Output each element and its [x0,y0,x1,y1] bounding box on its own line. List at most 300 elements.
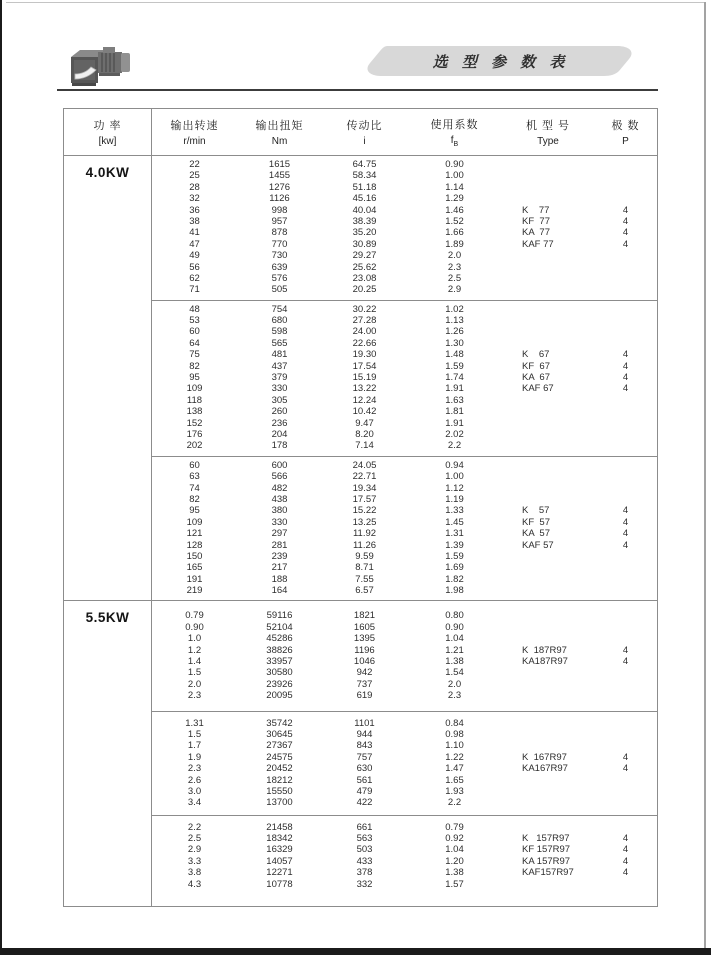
power-label: 5.5KW [85,610,130,626]
cell-speed: 74 [189,482,200,494]
cell-ratio: 378 [356,867,373,879]
power-cell [64,601,152,906]
cell-factor: 1.22 [445,751,464,763]
table-row [152,797,657,808]
cell-type: KA 157R97 [522,855,571,867]
cell-torque: 730 [271,250,288,262]
cell-ratio: 45.16 [352,193,377,205]
cell-ratio: 17.54 [352,360,377,372]
table-row [152,740,657,751]
cell-factor: 1.31 [445,528,464,540]
cell-ratio: 9.59 [355,550,374,562]
cell-torque: 1126 [269,193,290,205]
table-row [152,418,657,429]
cell-ratio: 38.39 [352,215,377,227]
selection-table-body [64,156,657,906]
cell-factor: 1.48 [445,349,464,361]
cell-factor: 1.13 [445,315,464,327]
cell-speed: 36 [189,204,200,216]
header-speed-unit: r/min [183,136,206,147]
cell-speed: 38 [189,215,200,227]
cell-speed: 0.79 [185,610,204,622]
cell-factor: 1.57 [445,878,464,890]
cell-speed: 0.90 [185,621,204,633]
cell-torque: 24575 [266,751,293,763]
table-row [152,250,657,261]
cell-speed: 49 [189,250,200,262]
cell-torque: 380 [271,505,288,517]
cell-speed: 1.4 [187,656,202,668]
cell-type: KAF 67 [522,383,554,395]
cell-torque: 52104 [266,621,293,633]
cell-ratio: 1605 [353,621,376,633]
cell-torque: 23926 [266,678,293,690]
cell-ratio: 661 [356,821,373,833]
cell-type: K 57 [522,505,550,517]
table-row [152,551,657,562]
scan-edge-top [6,2,705,3]
cell-torque: 438 [271,493,288,505]
cell-ratio: 10.42 [352,406,377,418]
cell-torque: 330 [271,516,288,528]
cell-torque: 566 [271,471,288,483]
cell-ratio: 40.04 [352,204,377,216]
table-row [152,622,657,633]
cell-torque: 239 [271,550,288,562]
cell-speed: 82 [189,493,200,505]
cell-speed: 63 [189,471,200,483]
cell-factor: 2.2 [447,440,462,452]
cell-type: KF 57 [522,516,550,528]
cell-ratio: 51.18 [352,181,377,193]
header-poles [594,109,657,155]
cell-factor: 1.26 [445,326,464,338]
header-power-name: 功 率 [93,120,122,132]
cell-torque: 680 [271,315,288,327]
cell-factor: 1.19 [445,493,464,505]
cell-speed: 47 [189,238,200,250]
factor-symbol-sub: B [453,141,459,148]
table-row [152,227,657,238]
cell-ratio: 843 [356,740,373,752]
table-row [152,284,657,295]
cell-torque: 878 [271,227,288,239]
cell-type: KF 157R97 [522,844,571,856]
cell-speed: 1.5 [187,728,202,740]
cell-factor: 2.02 [445,428,464,440]
cell-torque: 437 [271,360,288,372]
row-block [152,815,657,906]
cell-poles: 4 [622,855,629,867]
scan-edge-right [704,2,706,948]
table-row [152,879,657,890]
cell-ratio: 22.71 [352,471,377,483]
cell-torque: 330 [271,383,288,395]
cell-speed: 4.3 [187,878,202,890]
cell-torque: 305 [271,394,288,406]
cell-torque: 598 [271,326,288,338]
cell-factor: 1.69 [445,562,464,574]
cell-speed: 95 [189,505,200,517]
cell-ratio: 1395 [353,633,376,645]
table-row [152,315,657,326]
header-ratio-name: 传动比 [346,120,383,132]
cell-torque: 957 [271,215,288,227]
cell-ratio: 619 [356,690,373,702]
cell-ratio: 23.08 [352,272,377,284]
header-poles-unit: P [622,136,629,147]
cell-poles: 4 [622,833,629,845]
table-row [152,633,657,644]
cell-type: KF 67 [522,360,550,372]
cell-speed: 32 [189,193,200,205]
table-row [152,574,657,585]
header-power [64,109,152,155]
table-row [152,460,657,471]
cell-speed: 1.5 [187,667,202,679]
cell-ratio: 11.26 [352,539,377,551]
cell-factor: 1.91 [445,383,464,395]
table-row [152,193,657,204]
cell-torque: 20095 [266,690,293,702]
cell-speed: 1.2 [187,644,202,656]
cell-type: K 167R97 [522,751,567,763]
table-row [152,645,657,656]
cell-factor: 0.79 [445,821,464,833]
cell-speed: 48 [189,303,200,315]
factor-symbol: f [450,135,454,146]
cell-type: K 77 [522,204,550,216]
header-factor-name: 使用系数 [430,119,479,131]
cell-ratio: 757 [356,751,373,763]
cell-torque: 281 [271,539,288,551]
cell-torque: 1455 [268,170,291,182]
cell-factor: 1.00 [445,471,464,483]
cell-factor: 1.65 [445,774,464,786]
header-speed-name: 输出转速 [170,120,219,132]
cell-torque: 482 [271,482,288,494]
cell-factor: 2.2 [447,797,462,809]
cell-poles: 4 [622,528,629,540]
cell-factor: 1.82 [445,573,464,585]
table-row [152,406,657,417]
table-row [152,429,657,440]
cell-speed: 53 [189,315,200,327]
table-row [152,395,657,406]
cell-torque: 481 [271,349,288,361]
cell-poles: 4 [622,349,629,361]
table-row [152,239,657,250]
cell-factor: 2.9 [447,284,462,296]
cell-torque: 204 [271,428,288,440]
cell-factor: 0.90 [445,159,464,170]
cell-torque: 30580 [266,667,293,679]
header-poles-name: 极 数 [611,120,640,132]
table-row [152,372,657,383]
cell-factor: 2.0 [447,250,462,262]
cell-torque: 18212 [266,774,293,786]
cell-factor: 1.29 [445,193,464,205]
cell-speed: 2.3 [187,763,202,775]
cell-speed: 2.5 [187,833,202,845]
cell-torque: 12271 [266,867,293,879]
cell-ratio: 563 [356,833,373,845]
cell-speed: 118 [186,394,203,406]
cell-factor: 1.45 [445,516,464,528]
table-row [152,690,657,701]
header-power-unit: [kw] [98,136,117,147]
cell-speed: 2.3 [187,690,202,702]
cell-speed: 219 [186,585,203,597]
cell-ratio: 13.22 [352,383,377,395]
cell-torque: 178 [271,440,288,452]
cell-torque: 15550 [266,785,293,797]
table-row [152,833,657,844]
table-row [152,159,657,170]
cell-factor: 0.98 [445,728,464,740]
cell-ratio: 58.34 [352,170,377,182]
cell-type: K 187R97 [522,644,567,656]
cell-ratio: 8.20 [355,428,374,440]
cell-type: K 67 [522,349,550,361]
cell-type: K 157R97 [522,833,570,845]
cell-speed: 2.0 [187,678,202,690]
cell-torque: 1615 [268,159,291,170]
table-row [152,383,657,394]
header-factor [407,109,502,155]
cell-type: KA187R97 [522,656,568,668]
cell-ratio: 737 [356,678,373,690]
cell-torque: 297 [271,528,288,540]
table-row [152,182,657,193]
cell-factor: 1.59 [445,360,464,372]
cell-torque: 379 [271,372,288,384]
table-row [152,763,657,774]
cell-ratio: 8.71 [355,562,374,574]
cell-torque: 754 [271,303,288,315]
cell-torque: 16329 [266,844,293,856]
cell-factor: 1.59 [445,550,464,562]
cell-speed: 138 [186,406,203,418]
cell-ratio: 7.55 [355,573,374,585]
table-row [152,262,657,273]
cell-torque: 164 [271,585,288,597]
cell-torque: 770 [271,238,288,250]
cell-factor: 1.14 [445,181,464,193]
cell-speed: 64 [189,337,200,349]
cell-ratio: 25.62 [352,261,377,273]
scan-edge-bottom [0,948,711,955]
cell-factor: 1.39 [445,539,464,551]
cell-torque: 35742 [266,717,293,729]
table-row [152,483,657,494]
title-rule [57,89,658,91]
row-block [152,156,657,300]
gearmotor-photo [63,43,139,93]
cell-type: KA 77 [522,227,550,239]
cell-ratio: 503 [356,844,373,856]
cell-poles: 4 [622,215,629,227]
cell-speed: 71 [189,284,200,296]
cell-speed: 176 [186,428,203,440]
cell-speed: 165 [186,562,203,574]
cell-poles: 4 [622,763,629,775]
cell-poles: 4 [622,227,629,239]
cell-ratio: 19.30 [352,349,377,361]
cell-type: KAF 77 [522,238,554,250]
cell-ratio: 6.57 [355,585,374,597]
cell-poles: 4 [622,383,629,395]
table-row [152,338,657,349]
cell-factor: 1.47 [445,763,464,775]
cell-torque: 20452 [266,763,293,775]
cell-torque: 260 [271,406,288,418]
cell-ratio: 27.28 [352,315,377,327]
cell-factor: 0.94 [445,459,464,471]
cell-speed: 28 [189,181,200,193]
cell-speed: 150 [186,550,203,562]
cell-factor: 0.90 [445,621,464,633]
cell-torque: 14057 [266,855,293,867]
table-row [152,775,657,786]
cell-factor: 1.38 [445,867,464,879]
cell-speed: 1.7 [187,740,202,752]
header-ratio [322,109,407,155]
cell-speed: 1.31 [185,717,204,729]
cell-torque: 1276 [268,181,291,193]
cell-speed: 22 [189,159,200,170]
cell-ratio: 561 [356,774,373,786]
cell-speed: 109 [186,383,203,395]
cell-speed: 95 [189,372,200,384]
cell-torque: 59116 [266,610,293,622]
header-factor-unit [451,135,458,148]
cell-ratio: 944 [356,728,373,740]
cell-ratio: 13.25 [352,516,377,528]
cell-speed: 2.6 [187,774,202,786]
cell-factor: 1.30 [445,337,464,349]
cell-torque: 236 [271,417,288,429]
cell-speed: 3.4 [187,797,202,809]
cell-speed: 3.8 [187,867,202,879]
cell-ratio: 7.14 [355,440,374,452]
table-row [152,667,657,678]
cell-ratio: 1046 [353,656,376,668]
cell-type: KA 57 [522,528,550,540]
cell-torque: 10778 [266,878,293,890]
cell-ratio: 9.47 [355,417,374,429]
cell-factor: 1.81 [445,406,464,418]
cell-poles: 4 [622,360,629,372]
cell-torque: 188 [271,573,288,585]
cell-torque: 38826 [266,644,293,656]
cell-speed: 82 [189,360,200,372]
cell-ratio: 422 [356,797,373,809]
cell-factor: 0.92 [445,833,464,845]
cell-ratio: 1101 [354,717,375,729]
cell-factor: 1.93 [445,785,464,797]
cell-factor: 1.02 [445,303,464,315]
table-header [64,109,657,156]
cell-factor: 1.52 [445,215,464,227]
cell-poles: 4 [622,505,629,517]
scan-edge-left [0,0,2,955]
header-torque-unit: Nm [271,136,288,147]
table-row [152,304,657,315]
cell-ratio: 332 [356,878,373,890]
cell-poles: 4 [622,867,629,879]
cell-factor: 1.12 [445,482,464,494]
cell-factor: 1.04 [445,844,464,856]
table-row [152,867,657,878]
ratio-blocks [152,601,657,906]
cell-speed: 109 [186,516,203,528]
cell-factor: 2.0 [447,678,462,690]
cell-ratio: 20.25 [352,284,377,296]
cell-torque: 21458 [266,821,293,833]
cell-speed: 62 [189,272,200,284]
cell-ratio: 17.57 [352,493,377,505]
cell-type: KAF157R97 [522,867,574,879]
cell-ratio: 24.00 [352,326,377,338]
cell-speed: 75 [189,349,200,361]
cell-factor: 1.20 [445,855,464,867]
cell-torque: 639 [271,261,288,273]
cell-factor: 1.66 [445,227,464,239]
cell-poles: 4 [622,644,629,656]
cell-factor: 1.46 [445,204,464,216]
cell-factor: 1.89 [445,238,464,250]
cell-speed: 152 [186,417,203,429]
cell-speed: 56 [189,261,200,273]
cell-speed: 2.2 [187,821,202,833]
header-speed [152,109,237,155]
cell-ratio: 24.05 [352,459,377,471]
table-row [152,517,657,528]
table-row [152,679,657,690]
row-block [152,300,657,456]
table-row [152,170,657,181]
table-row [152,361,657,372]
cell-speed: 121 [186,528,203,540]
cell-ratio: 630 [356,763,373,775]
cell-torque: 565 [271,337,288,349]
cell-torque: 217 [271,562,288,574]
cell-speed: 25 [189,170,200,182]
cell-ratio: 15.22 [352,505,377,517]
page-title: 选 型 参 数 表 [432,53,570,71]
table-section [64,156,657,600]
cell-factor: 2.3 [447,261,462,273]
cell-ratio: 1196 [354,644,375,656]
cell-ratio: 1821 [353,610,376,622]
cell-type: KA167R97 [522,763,568,775]
cell-torque: 998 [271,204,288,216]
header-ratio-unit: i [363,136,366,147]
header-torque [237,109,322,155]
cell-torque: 18342 [266,833,293,845]
selection-table [63,108,658,907]
cell-ratio: 12.24 [352,394,377,406]
table-row [152,273,657,284]
cell-factor: 1.00 [445,170,464,182]
row-block [152,601,657,710]
cell-torque: 27367 [266,740,293,752]
cell-speed: 41 [189,227,200,239]
cell-factor: 1.10 [445,740,464,752]
power-label: 4.0KW [85,165,130,180]
cell-ratio: 30.22 [352,303,377,315]
